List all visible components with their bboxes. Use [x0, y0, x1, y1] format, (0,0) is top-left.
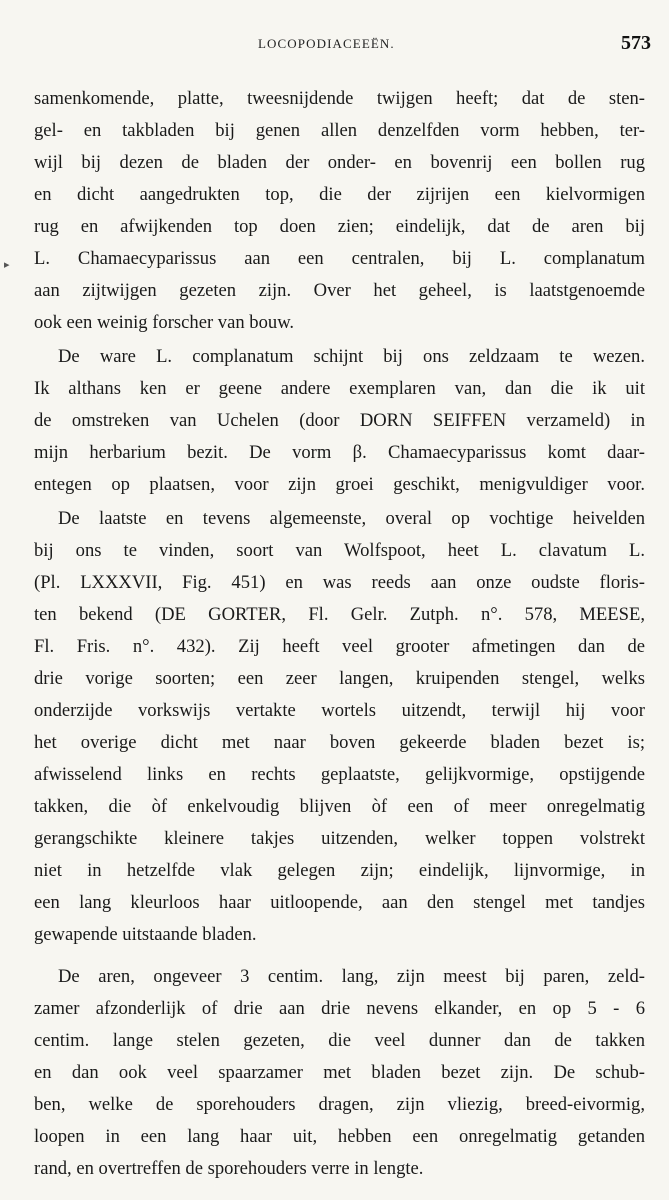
text-line: afwisselend links en rechts geplaatste, gelijkvormige, opstijgende: [34, 764, 645, 785]
text-line: Fl. Fris. n°. 432). Zij heeft veel grooter afmetingen dan de: [34, 636, 645, 657]
paragraph-gap: [34, 951, 645, 961]
paragraph-1: [34, 83, 645, 339]
body-text: [34, 83, 645, 1185]
text-line: gerangschikte kleinere takjes uitzenden, welker toppen volstrekt: [34, 828, 645, 849]
text-line: wijl bij dezen de bladen der onder- en bovenrij een bollen rug: [34, 152, 645, 173]
text-line: takken, die òf enkelvoudig blijven òf een of meer onregelmatig: [34, 796, 645, 817]
paragraph-3: [34, 503, 645, 951]
text-line: centim. lange stelen gezeten, die veel dunner dan de takken: [34, 1030, 645, 1051]
text-line: drie vorige soorten; een zeer langen, kruipenden stengel, welks: [34, 668, 645, 689]
text-line: het overige dicht met naar boven gekeerde bladen bezet is;: [34, 732, 645, 753]
text-line: niet in hetzelfde vlak gelegen zijn; eindelijk, lijnvormige, in: [34, 860, 645, 881]
text-line: samenkomende, platte, tweesnijdende twijgen heeft; dat de sten-: [34, 88, 645, 109]
text-line: L. Chamaecyparissus aan een centralen, bij L. complanatum: [34, 248, 645, 269]
text-line: loopen in een lang haar uit, hebben een onregelmatig getanden: [34, 1126, 645, 1147]
text-line: gewapende uitstaande bladen.: [34, 924, 257, 945]
text-line: ten bekend (DE GORTER, Fl. Gelr. Zutph. n°. 578, MEESE,: [34, 604, 645, 625]
paragraph-4: [34, 961, 645, 1185]
text-line: rug en afwijkenden top doen zien; eindelijk, dat de aren bij: [34, 216, 645, 237]
text-line: de omstreken van Uchelen (door DORN SEIFFEN verzameld) in: [34, 410, 645, 431]
page-header: [0, 34, 669, 58]
text-line: De ware L. complanatum schijnt bij ons zeldzaam te wezen.: [58, 346, 645, 367]
text-line: gel- en takbladen bij genen allen denzelfden vorm hebben, ter-: [34, 120, 645, 141]
text-line: en dicht aangedrukten top, die der zijrijen een kielvormigen: [34, 184, 645, 205]
text-line: De laatste en tevens algemeenste, overal op vochtige heivelden: [58, 508, 645, 529]
text-line: (Pl. LXXXVII, Fig. 451) en was reeds aan onze oudste floris-: [34, 572, 645, 593]
running-title: LOCOPODIACEEËN.: [258, 36, 395, 51]
text-line: entegen op plaatsen, voor zijn groei geschikt, menigvuldiger voor.: [34, 474, 645, 495]
text-line: mijn herbarium bezit. De vorm β. Chamaecyparissus komt daar-: [34, 442, 645, 463]
text-line: rand, en overtreffen de sporehouders verre in lengte.: [34, 1158, 424, 1179]
paragraph-2: [34, 341, 645, 501]
text-line: ook een weinig forscher van bouw.: [34, 312, 295, 333]
text-line: ben, welke de sporehouders dragen, zijn vliezig, breed-eivormig,: [34, 1094, 645, 1115]
text-line: De aren, ongeveer 3 centim. lang, zijn meest bij paren, zeld-: [58, 966, 645, 987]
text-line: een lang kleurloos haar uitloopende, aan den stengel met tandjes: [34, 892, 645, 913]
page-number: 573: [621, 32, 651, 54]
margin-mark: ▸: [4, 258, 10, 271]
text-line: onderzijde vorkswijs vertakte wortels uitzendt, terwijl hij voor: [34, 700, 645, 721]
text-line: en dan ook veel spaarzamer met bladen bezet zijn. De schub-: [34, 1062, 645, 1083]
text-line: zamer afzonderlijk of drie aan drie nevens elkander, en op 5 - 6: [34, 998, 645, 1019]
text-line: aan zijtwijgen gezeten zijn. Over het geheel, is laatstgenoemde: [34, 280, 645, 301]
text-line: bij ons te vinden, soort van Wolfspoot, heet L. clavatum L.: [34, 540, 645, 561]
text-line: Ik althans ken er geene andere exemplaren van, dan die ik uit: [34, 378, 645, 399]
